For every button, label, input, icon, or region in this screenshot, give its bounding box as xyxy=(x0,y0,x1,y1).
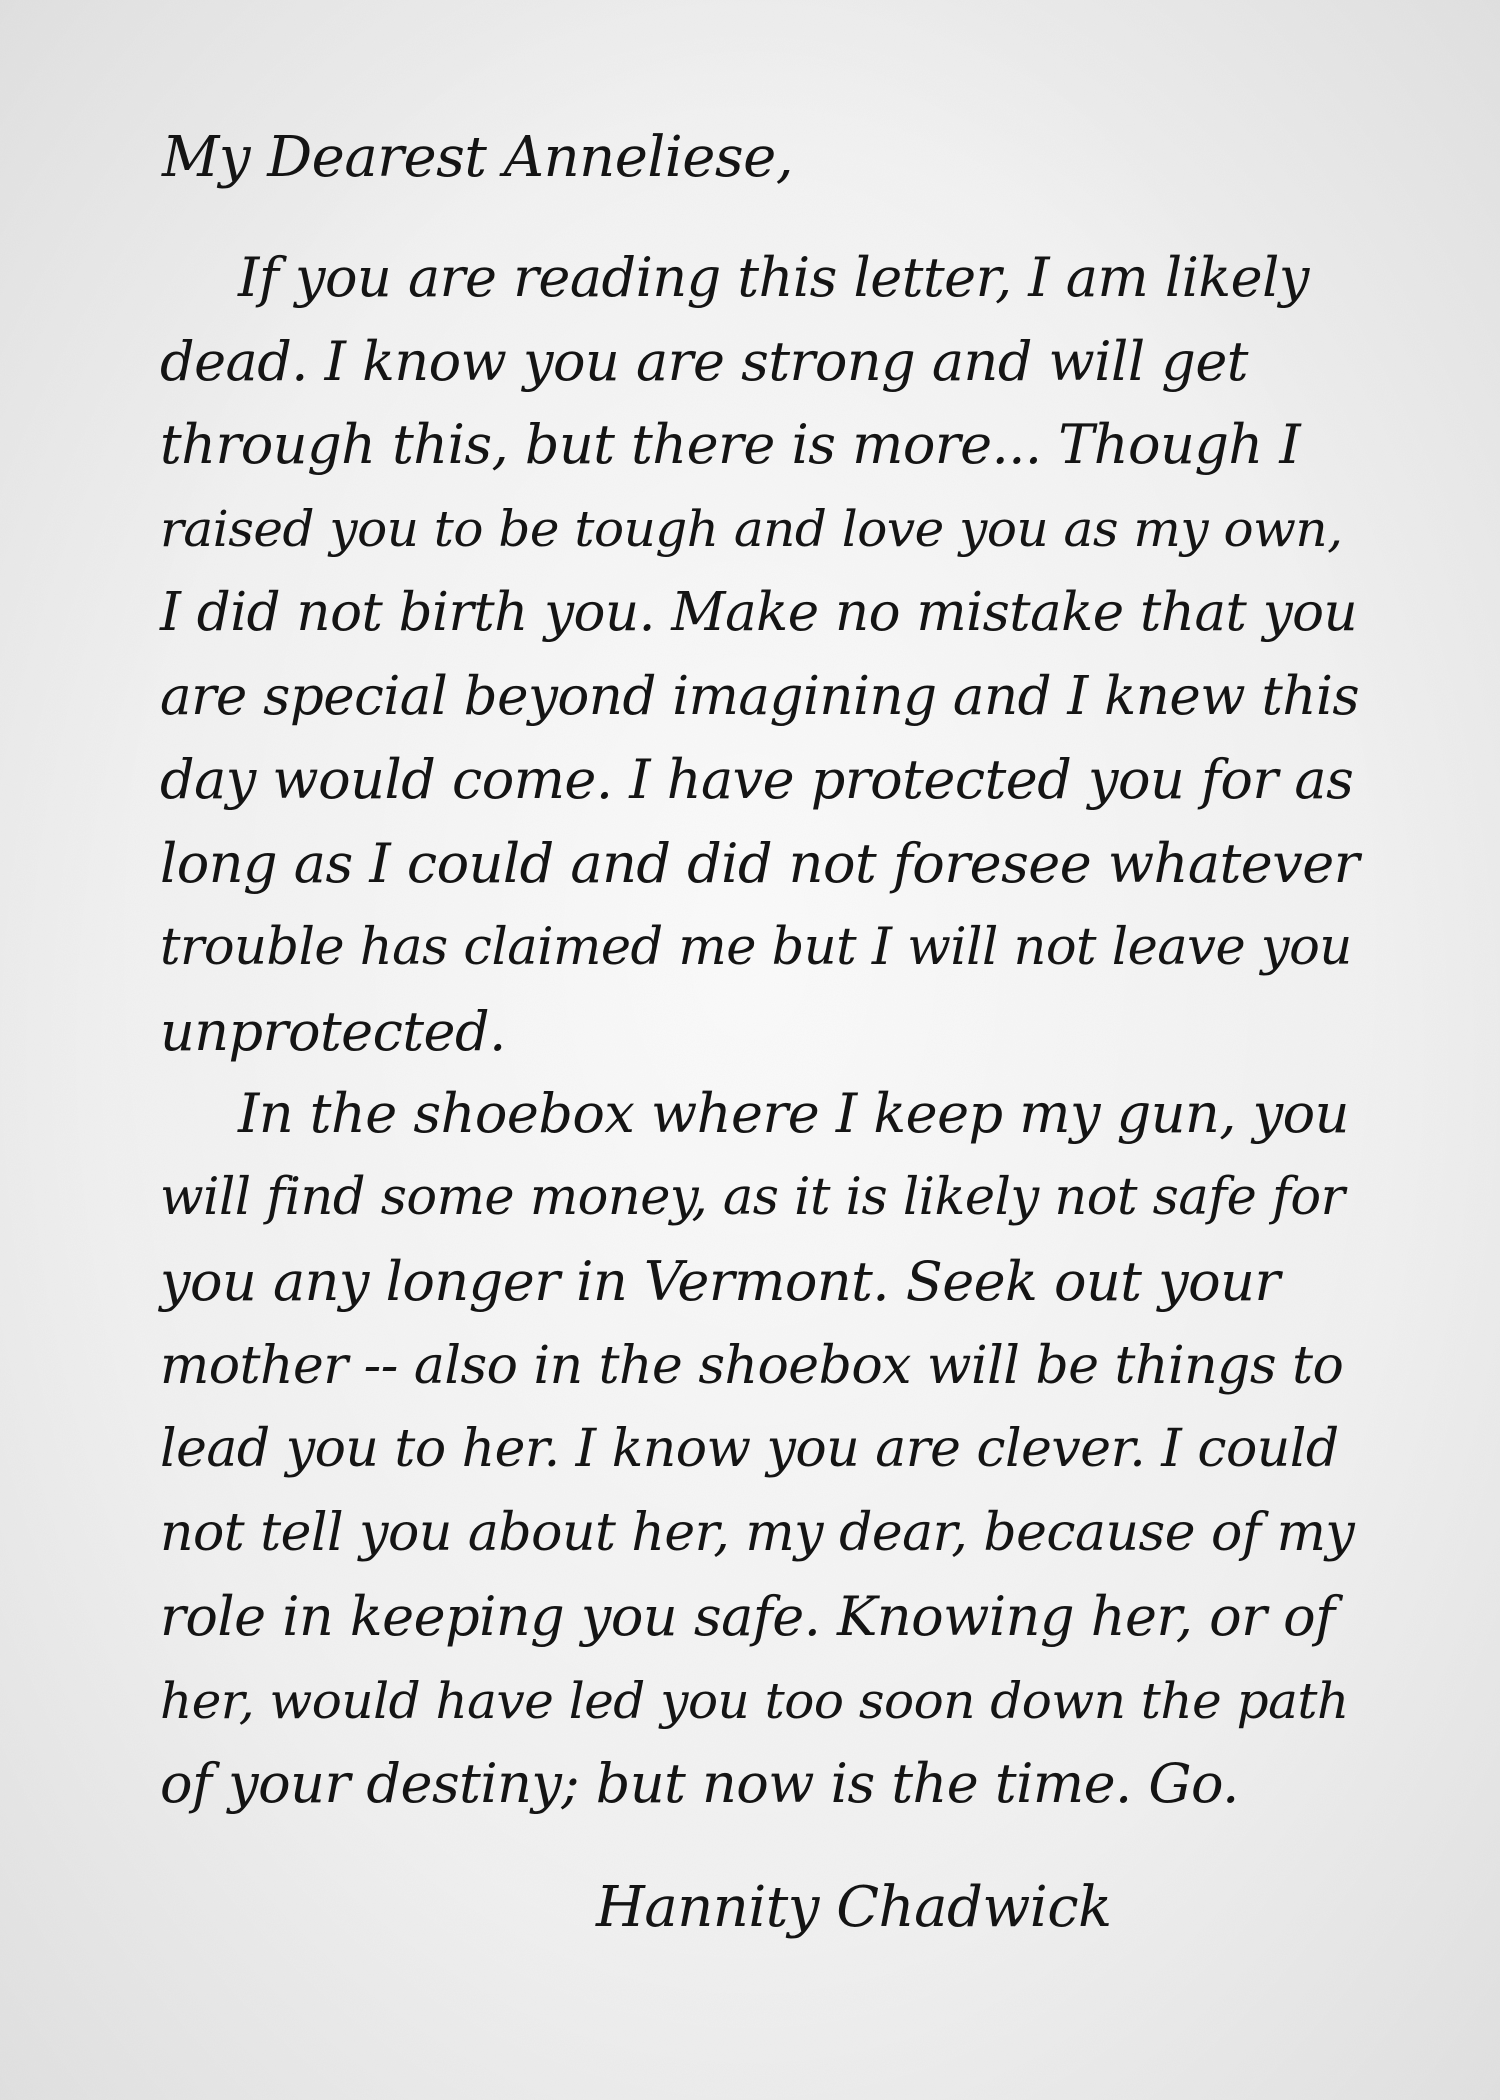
letter-line: I did not birth you. Make no mistake that you xyxy=(160,582,1358,643)
letter-line: not tell you about her, my dear, because of my xyxy=(160,1503,1355,1563)
letter-line: are special beyond imagining and I knew this xyxy=(160,666,1360,727)
letter-line: through this, but there is more... Though I xyxy=(160,413,1301,476)
letter-line: If you are reading this letter, I am likely xyxy=(238,246,1309,309)
letter-greeting: My Dearest Anneliese, xyxy=(162,125,794,190)
letter-line: lead you to her. I know you are clever. I could xyxy=(160,1419,1339,1479)
letter-line: role in keeping you safe. Knowing her, or of xyxy=(160,1585,1335,1648)
letter-line: long as I could and did not foresee whatever xyxy=(160,832,1360,895)
letter-line: trouble has claimed me but I will not leave you xyxy=(160,918,1352,977)
letter-line: will find some money, as it is likely not safe for xyxy=(160,1168,1345,1227)
letter-line: In the shoebox where I keep my gun, you xyxy=(238,1082,1349,1145)
letter-signature: Hannity Chadwick xyxy=(596,1875,1112,1940)
letter-line: raised you to be tough and love you as my own, xyxy=(160,500,1343,558)
letter-line: her, would have led you too soon down the path xyxy=(160,1672,1349,1730)
letter-line: of your destiny; but now is the time. Go. xyxy=(160,1752,1239,1815)
letter-line: you any longer in Vermont. Seek out your xyxy=(160,1250,1280,1313)
letter-line: day would come. I have protected you for as xyxy=(160,748,1354,811)
letter-line: mother -- also in the shoebox will be things to xyxy=(160,1336,1344,1396)
letter-line: unprotected. xyxy=(160,1000,506,1063)
letter-line: dead. I know you are strong and will get xyxy=(160,330,1248,393)
